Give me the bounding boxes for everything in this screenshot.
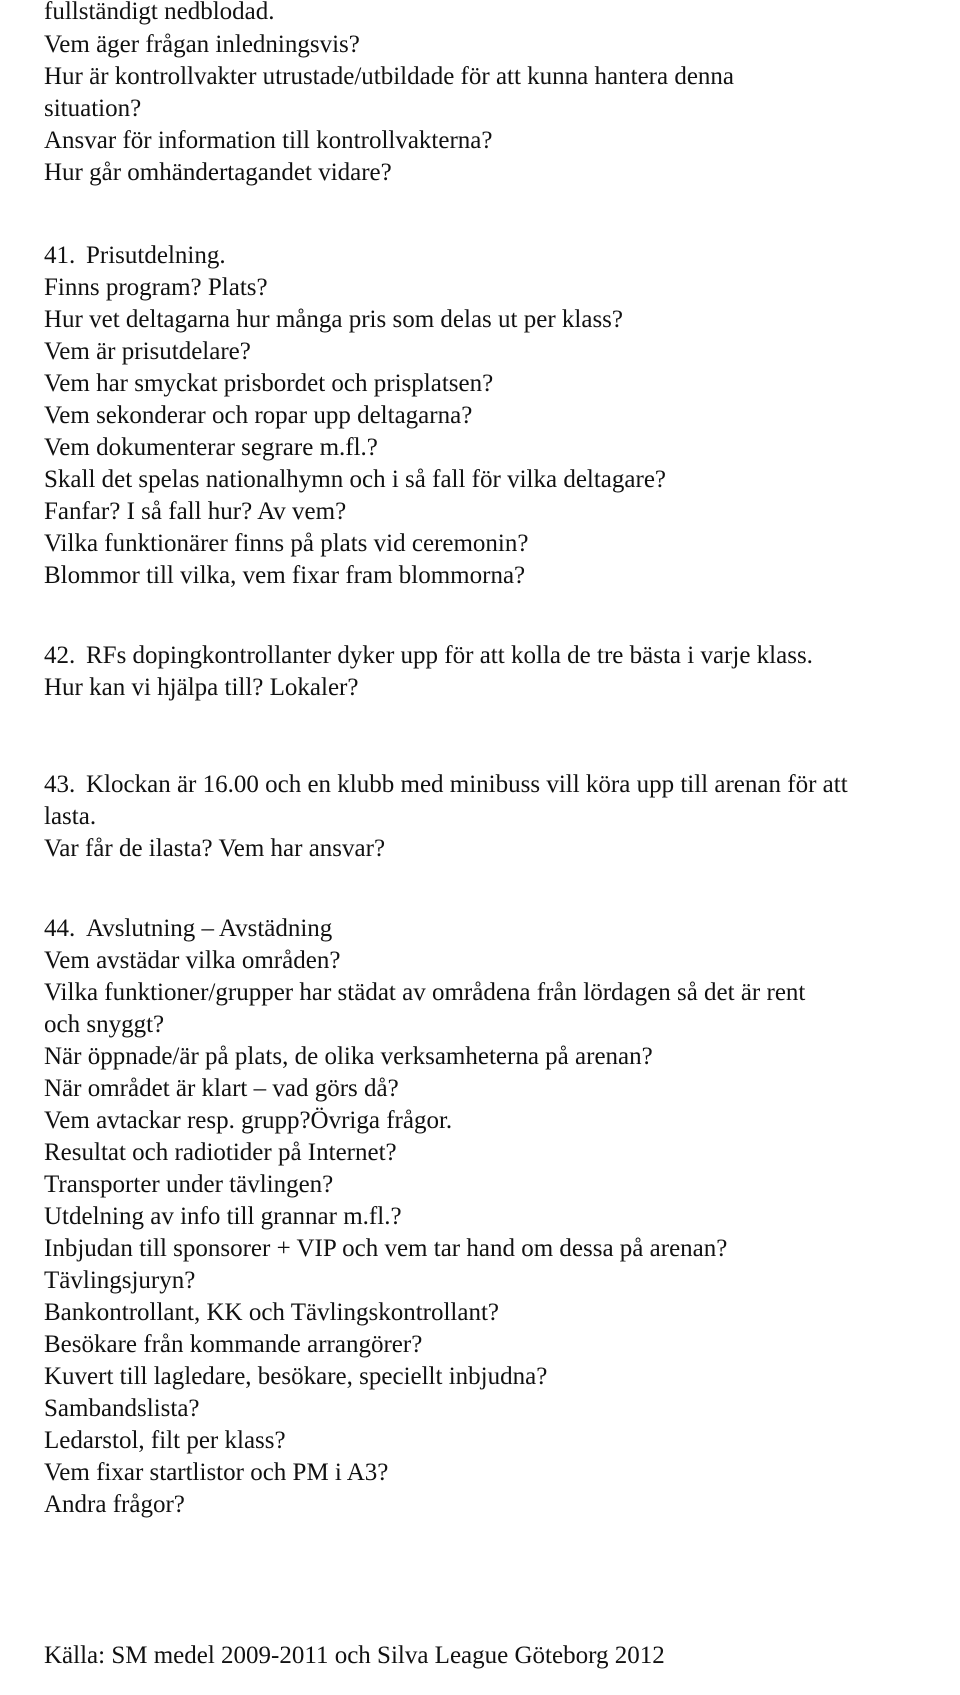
- list-item: Hur kan vi hjälpa till? Lokaler?: [44, 674, 359, 701]
- list-item: När öppnade/är på plats, de olika verksamheterna på arenan?: [44, 1043, 653, 1070]
- list-item: Vilka funktioner/grupper har städat av områdena från lördagen så det är rent: [44, 979, 806, 1006]
- list-item: Kuvert till lagledare, besökare, speciellt inbjudna?: [44, 1363, 548, 1390]
- list-item: Fanfar? I så fall hur? Av vem?: [44, 498, 347, 525]
- section-title: Klockan är 16.00 och en klubb med minibuss vill köra upp till arenan för att: [86, 771, 848, 798]
- source-citation: Källa: SM medel 2009-2011 och Silva League Göteborg 2012: [44, 1642, 665, 1669]
- list-item: Var får de ilasta? Vem har ansvar?: [44, 835, 386, 862]
- section-number: 41.: [44, 242, 76, 269]
- intro-line: Vem äger frågan inledningsvis?: [44, 31, 360, 58]
- list-item: Vilka funktionärer finns på plats vid ceremonin?: [44, 530, 529, 557]
- list-item: Utdelning av info till grannar m.fl.?: [44, 1203, 402, 1230]
- section-42-heading: [44, 640, 813, 672]
- intro-line: fullständigt nedblodad.: [44, 0, 275, 25]
- section-43-heading: [44, 769, 848, 801]
- section-title: Avslutning – Avstädning: [86, 915, 333, 942]
- intro-line: situation?: [44, 95, 142, 122]
- list-item: Hur vet deltagarna hur många pris som delas ut per klass?: [44, 306, 623, 333]
- list-item: Vem fixar startlistor och PM i A3?: [44, 1459, 389, 1486]
- list-item: Bankontrollant, KK och Tävlingskontrollant?: [44, 1299, 500, 1326]
- list-item: Vem avtackar resp. grupp?Övriga frågor.: [44, 1107, 453, 1134]
- list-item: Vem avstädar vilka områden?: [44, 947, 341, 974]
- section-number: 43.: [44, 771, 76, 798]
- section-44-heading: [44, 913, 332, 945]
- list-item: Vem dokumenterar segrare m.fl.?: [44, 434, 378, 461]
- list-item: Vem sekonderar och ropar upp deltagarna?: [44, 402, 473, 429]
- list-item: Inbjudan till sponsorer + VIP och vem tar hand om dessa på arenan?: [44, 1235, 728, 1262]
- list-item: lasta.: [44, 803, 97, 830]
- list-item: och snyggt?: [44, 1011, 165, 1038]
- list-item: Sambandslista?: [44, 1395, 200, 1422]
- list-item: Tävlingsjuryn?: [44, 1267, 196, 1294]
- list-item: Vem är prisutdelare?: [44, 338, 251, 365]
- list-item: Blommor till vilka, vem fixar fram blommorna?: [44, 562, 526, 589]
- list-item: Transporter under tävlingen?: [44, 1171, 334, 1198]
- intro-line: Hur går omhändertagandet vidare?: [44, 159, 392, 186]
- section-title: RFs dopingkontrollanter dyker upp för att kolla de tre bästa i varje klass.: [86, 642, 813, 669]
- section-title: Prisutdelning.: [86, 242, 226, 269]
- list-item: Besökare från kommande arrangörer?: [44, 1331, 423, 1358]
- section-number: 44.: [44, 915, 76, 942]
- intro-line: Ansvar för information till kontrollvakterna?: [44, 127, 493, 154]
- list-item: Andra frågor?: [44, 1491, 185, 1518]
- list-item: Resultat och radiotider på Internet?: [44, 1139, 397, 1166]
- list-item: Finns program? Plats?: [44, 274, 268, 301]
- list-item: När området är klart – vad görs då?: [44, 1075, 399, 1102]
- list-item: Skall det spelas nationalhymn och i så fall för vilka deltagare?: [44, 466, 667, 493]
- intro-line: Hur är kontrollvakter utrustade/utbildade för att kunna hantera denna: [44, 63, 735, 90]
- list-item: Ledarstol, filt per klass?: [44, 1427, 286, 1454]
- list-item: Vem har smyckat prisbordet och prisplatsen?: [44, 370, 494, 397]
- section-41-heading: [44, 240, 226, 272]
- section-number: 42.: [44, 642, 76, 669]
